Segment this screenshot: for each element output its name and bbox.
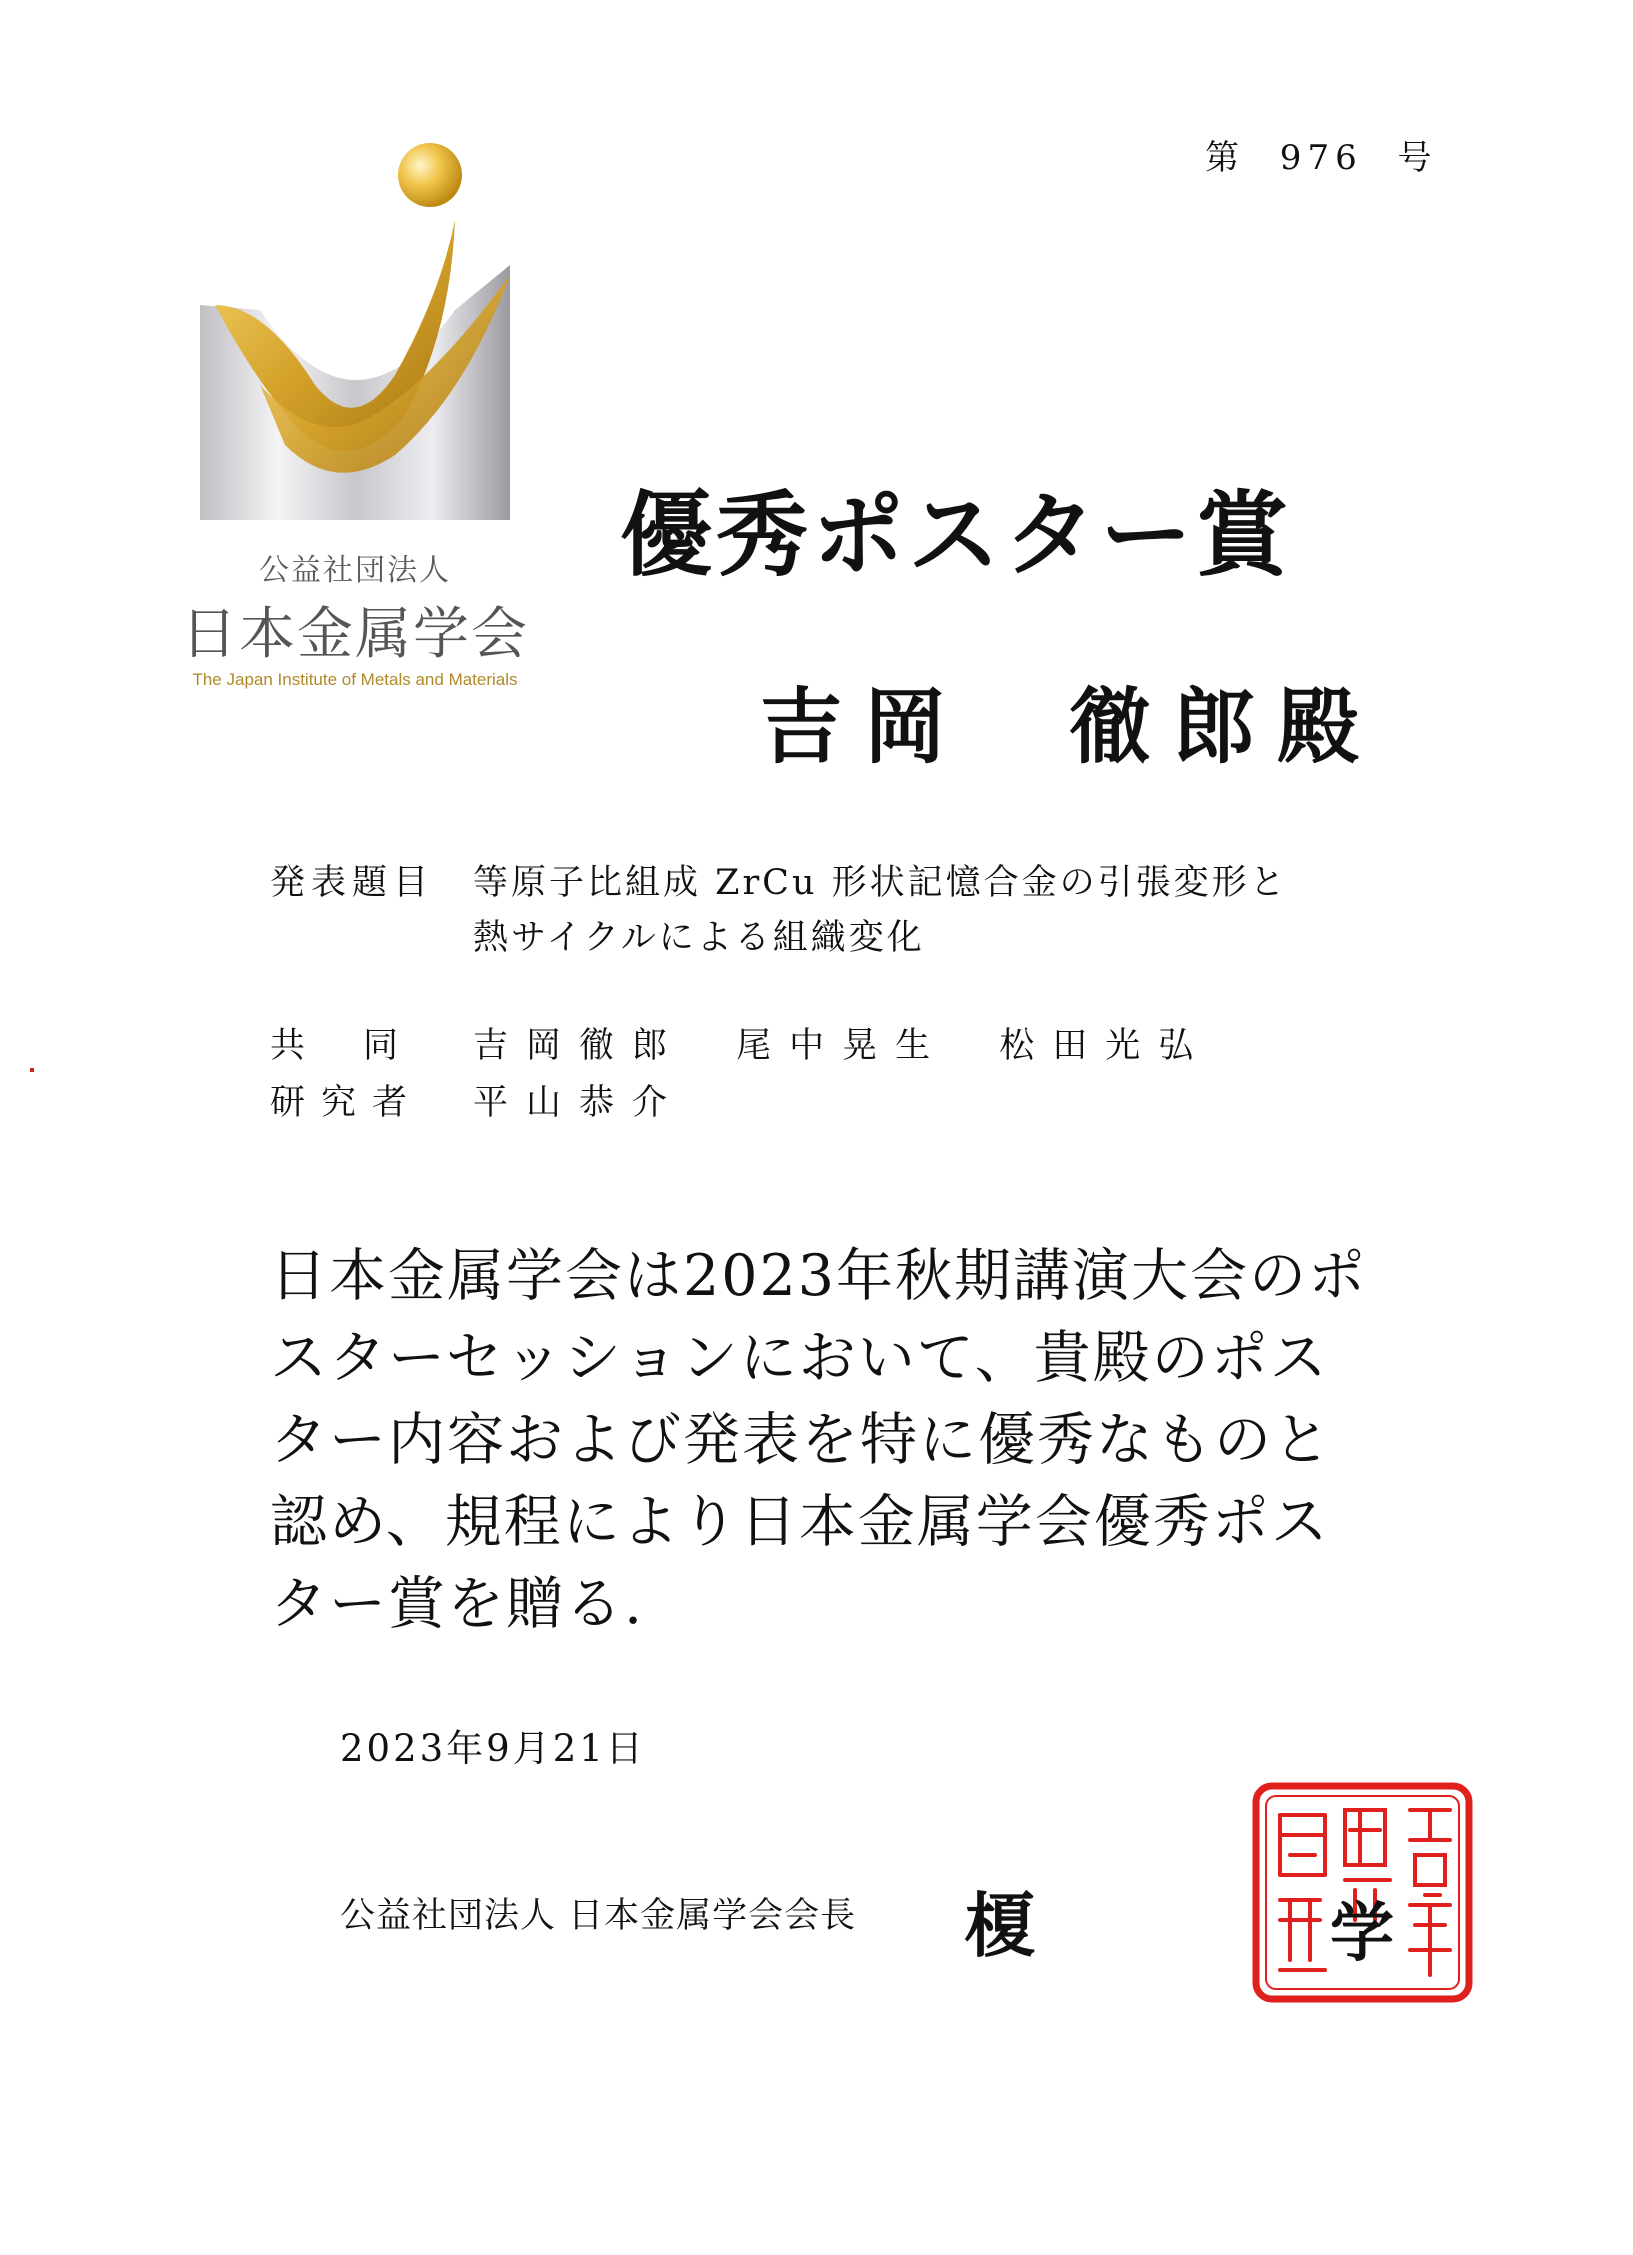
organization-logo xyxy=(165,135,545,705)
award-statement: 日本金属学会は2023年秋期講演大会のポ スターセッションにおいて、貴殿のポス ター内容および発表を特に優秀なものと 認め、規程により日本金属学会優秀ポス ター賞を贈る. xyxy=(270,1243,1368,1637)
certificate-title: 優秀ポスター賞 xyxy=(620,481,1293,589)
coresearchers-label-line2: 研究者 xyxy=(270,1083,424,1123)
margin-mark xyxy=(30,1068,34,1072)
logo-emblem-icon xyxy=(165,135,545,545)
presentation-title-line1: 等原子比組成 ZrCu 形状記憶合金の引張変形と xyxy=(473,863,1288,903)
logo-org-name-en: The Japan Institute of Metals and Materials xyxy=(192,670,518,689)
coresearchers-names-line2: 平山恭介 xyxy=(473,1083,686,1123)
recipient-name: 吉岡 徹郎殿 xyxy=(760,679,1382,775)
president-signature: 榎 xyxy=(965,1884,1035,1967)
coresearchers-label-line1: 共同 xyxy=(270,1026,457,1066)
certificate-number: 第 976 号 xyxy=(1205,138,1438,178)
coresearchers-names-line1: 吉岡徹郎 尾中晃生 松田光弘 xyxy=(473,1026,1212,1066)
presentation-title-line2: 熱サイクルによる組織変化 xyxy=(473,918,925,958)
presentation-label: 発表題目 xyxy=(270,863,435,903)
logo-org-name: 日本金属学会 xyxy=(181,602,529,665)
president-title: 公益社団法人 日本金属学会会長 xyxy=(340,1896,857,1936)
seal-icon xyxy=(1250,1780,1475,2005)
seal-center-character: 学 xyxy=(1330,1896,1394,1971)
logo-org-type: 公益社団法人 xyxy=(259,554,451,587)
award-date: 2023年9月21日 xyxy=(340,1727,646,1770)
official-seal-stamp xyxy=(1250,1780,1475,2005)
